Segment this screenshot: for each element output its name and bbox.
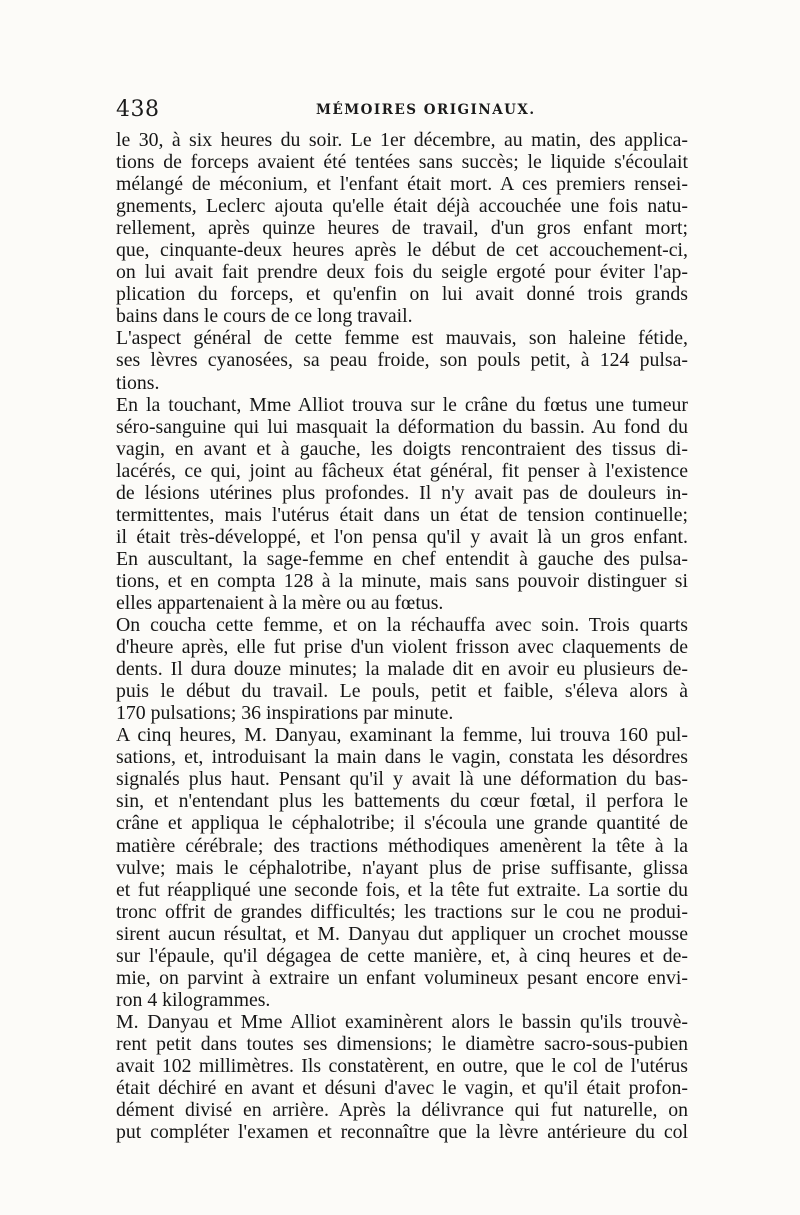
text-line: plication du forceps, et qu'enfin on lui avait donné trois grands — [116, 283, 688, 306]
text-line: de lésions utérines plus profondes. Il n'y avait pas de douleurs in- — [116, 481, 688, 504]
text-line: séro-sanguine qui lui masquait la déformation du bassin. Au fond du — [116, 415, 688, 438]
text-line: 170 pulsations; 36 inspirations par minute. — [116, 702, 454, 725]
page-header — [116, 97, 706, 123]
text-line: signalés plus haut. Pensant qu'il y avait là une déformation du bas- — [116, 768, 688, 791]
text-line: vagin, en avant et à gauche, les doigts rencontraient des tissus di- — [116, 437, 688, 460]
text-line: sur l'épaule, qu'il dégagea de cette manière, et, à cinq heures et de- — [116, 944, 688, 967]
text-line: que, cinquante-deux heures après le début de cet accouchement-ci, — [116, 239, 688, 262]
text-line: avait 102 millimètres. Ils constatèrent, en outre, que le col de l'utérus — [116, 1054, 688, 1077]
text-line: elles appartenaient à la mère ou au fœtus. — [116, 591, 444, 614]
text-line: En la touchant, Mme Alliot trouva sur le crâne du fœtus une tumeur — [116, 393, 688, 416]
page-number: 438 — [116, 97, 160, 122]
text-line: A cinq heures, M. Danyau, examinant la femme, lui trouva 160 pul- — [116, 724, 688, 747]
text-line: tions. — [116, 371, 160, 394]
text-line: tions, et en compta 128 à la minute, mais sans pouvoir distinguer si — [116, 569, 688, 592]
text-line: mélangé de méconium, et l'enfant était mort. A ces premiers rensei- — [116, 173, 688, 196]
text-line: matière cérébrale; des tractions méthodiques amenèrent la tête à la — [116, 834, 688, 857]
text-line: sirent aucun résultat, et M. Danyau dut appliquer un crochet mousse — [116, 922, 688, 945]
text-line: ses lèvres cyanosées, sa peau froide, son pouls petit, à 124 pulsa- — [116, 349, 688, 372]
text-line: ron 4 kilogrammes. — [116, 988, 271, 1011]
text-line: sations, et, introduisant la main dans le vagin, constata les désordres — [116, 746, 688, 769]
text-line: d'heure après, elle fut prise d'un violent frisson avec claquements de — [116, 636, 688, 659]
text-line: était déchiré en avant et désuni d'avec le vagin, et qu'il était profon- — [116, 1077, 688, 1100]
text-line: bains dans le cours de ce long travail. — [116, 305, 413, 328]
text-line: lacérés, ce qui, joint au fâcheux état général, fit penser à l'existence — [116, 459, 688, 482]
text-line: dément divisé en arrière. Après la délivrance qui fut naturelle, on — [116, 1099, 688, 1122]
text-line: on lui avait fait prendre deux fois du seigle ergoté pour éviter l'ap- — [116, 261, 688, 284]
text-line: M. Danyau et Mme Alliot examinèrent alors le bassin qu'ils trouvè- — [116, 1010, 688, 1033]
text-line: L'aspect général de cette femme est mauvais, son haleine fétide, — [116, 327, 688, 350]
text-line: mie, on parvint à extraire un enfant volumineux pesant encore envi- — [116, 966, 688, 989]
text-line: vulve; mais le céphalotribe, n'ayant plus de prise suffisante, glissa — [116, 856, 688, 879]
text-line: put compléter l'examen et reconnaître que la lèvre antérieure du col — [116, 1121, 688, 1144]
text-line: puis le début du travail. Le pouls, petit et faible, s'éleva alors à — [116, 680, 688, 703]
text-line: sin, et n'entendant plus les battements du cœur fœtal, il perfora le — [116, 790, 688, 813]
body-text — [116, 129, 688, 1143]
running-title: MÉMOIRES ORIGINAUX. — [316, 102, 536, 118]
text-line: dents. Il dura douze minutes; la malade dit en avoir eu plusieurs de- — [116, 658, 688, 681]
text-line: il était très-développé, et l'on pensa qu'il y avait là un gros enfant. — [116, 525, 688, 548]
text-line: rellement, après quinze heures de travail, d'un gros enfant mort; — [116, 217, 688, 240]
text-line: tronc offrit de grandes difficultés; les tractions sur le cou ne produi- — [116, 900, 688, 923]
text-line: On coucha cette femme, et on la réchauffa avec soin. Trois quarts — [116, 614, 688, 637]
text-line: le 30, à six heures du soir. Le 1er décembre, au matin, des applica- — [116, 129, 688, 151]
text-line: et fut réappliqué une seconde fois, et la tête fut extraite. La sortie du — [116, 878, 688, 901]
text-line: tions de forceps avaient été tentées sans succès; le liquide s'écoulait — [116, 151, 688, 174]
text-line: crâne et appliqua le céphalotribe; il s'écoula une grande quantité de — [116, 812, 688, 835]
text-line: termittentes, mais l'utérus était dans un état de tension continuelle; — [116, 503, 688, 526]
text-line: gnements, Leclerc ajouta qu'elle était déjà accouchée une fois natu- — [116, 195, 688, 218]
text-line: rent petit dans toutes ses dimensions; le diamètre sacro-sous-pubien — [116, 1032, 688, 1055]
text-line: En auscultant, la sage-femme en chef entendit à gauche des pulsa- — [116, 547, 688, 570]
